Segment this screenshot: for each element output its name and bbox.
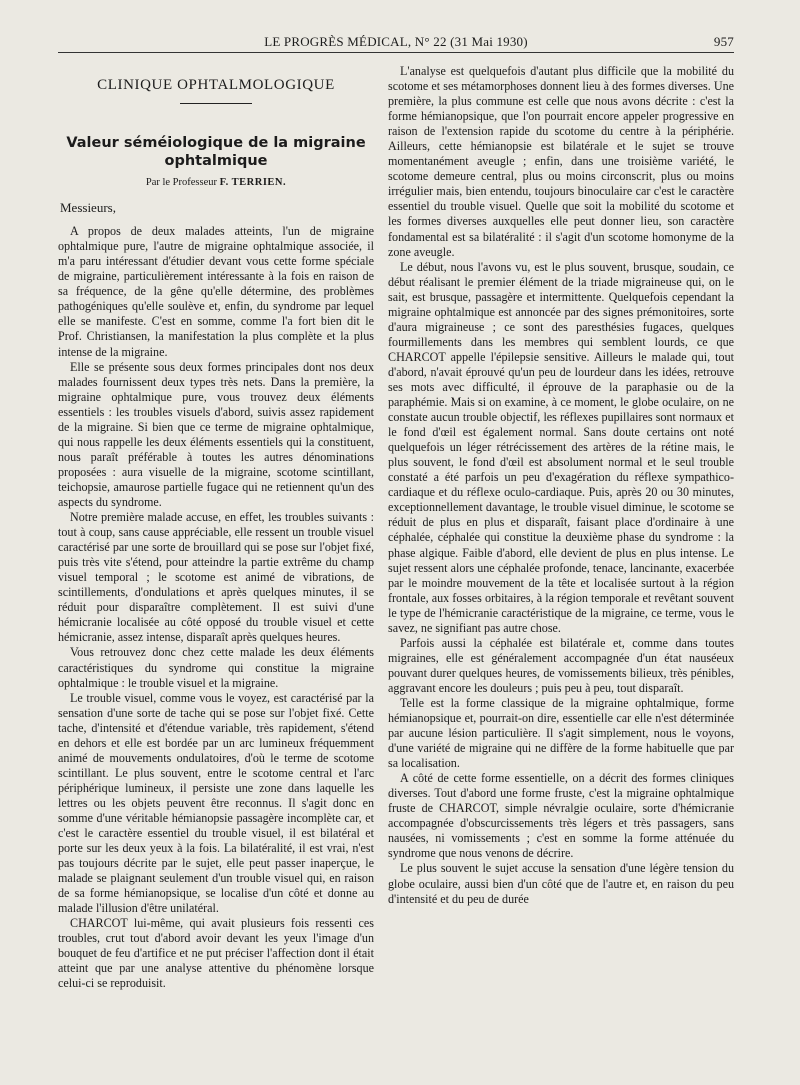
author-name: F. TERRIEN. — [219, 177, 287, 189]
paragraph: A propos de deux malades atteints, l'un de migraine ophtalmique pure, l'autre de migraine ophtalmique associée, il m'a paru intéressant d'étudier devant vous cette forme spéciale de migraine, particulièrement intéressante à la fois en raison de sa fréquence, de la gêne qu'elle détermine, des problèmes pathogéniques qu'elle soulève et, enfin, du syndrome par lequel elle se manifeste. C'est en somme, comme l'a fort bien dit le Prof. Christiansen, la manifestation la plus complète et la plus intense de la migraine. — [58, 224, 374, 359]
running-header — [58, 30, 734, 53]
paragraph: Notre première malade accuse, en effet, les troubles suivants : tout à coup, sans cause appréciable, elle ressent un trouble visuel caractérisé par une sorte de brouillard qui se pose sur l'objet fixé, puis très vite s'étend, pour atteindre la partie extrême du champ visuel temporal ; le scotome est animé de vibrations, de scintillements, d'ondulations et après quelques minutes, il se réduit pour disparaître complètement. Il est suivi d'une hémicranie localisée au côté opposé du trouble visuel et cette hémicranie, assez intense, disparaît après quelques heures. — [58, 510, 374, 645]
article-title: Valeur séméiologique de la migraine ophtalmique — [66, 135, 366, 170]
section-title: CLINIQUE OPHTALMOLOGIQUE — [97, 77, 335, 93]
paragraph: Le trouble visuel, comme vous le voyez, est caractérisé par la sensation d'une sorte de tache qui se pose sur l'objet fixé. Cette tache, d'intensité et d'étendue variable, très rapidement, s'étend en dehors et elle est bordée par un arc lumineux fréquemment animé de mouvements ondulatoires, d'où le terme de scotome scintillant. Le plus souvent, entre le scotome central et l'arc périphérique lumineux, il persiste une zone dans laquelle les lettres ou les objets peuvent être reconnus. Il s'agit donc en somme d'une véritable hémianopsie passagère incomplète car, et c'est le caractère essentiel du trouble visuel, il est bilatéral et porte sur les deux yeux à la fois. La bilatéralité, il est vrai, n'est pas toujours décrite par le sujet, elle peut passer inaperçue, le malade se plaignant seulement d'un trouble visuel qui, en raison de sa forme hémianopsique, se localise d'un côté et donne au malade l'illusion d'être unilatéral. — [58, 690, 374, 916]
salutation: Messieurs, — [60, 200, 116, 216]
paragraph: A côté de cette forme essentielle, on a décrit des formes cliniques diverses. Tout d'abord une forme fruste, c'est la migraine ophtalmique fruste de CHARCOT, simple névralgie oculaire, sorte d'hémicranie accompagnée d'obscurcissements très légers et très passagers, sans nausées, ni vomissements ; c'est en somme la forme atténuée du syndrome que nous venons de décrire. — [388, 771, 734, 861]
paragraph: CHARCOT lui-même, qui avait plusieurs fois ressenti ces troubles, crut tout d'abord avoir devant les yeux l'image d'un bouquet de feu d'artifice et ne put préciser l'affection dont il était atteint que par une analyse attentive du phénomène lorsque celui-ci se reproduisit. — [58, 916, 374, 991]
paragraph: Le début, nous l'avons vu, est le plus souvent, brusque, soudain, ce début réalisant le premier élément de la triade migraineuse qui, on le sait, est brusque, passagère et intermittente. Quelquefois cependant la migraine ophtalmique est annoncée par des signes prémonitoires, sorte d'aura migraineuse ; ce sont des paresthésies fugaces, quelques fourmillements dans les membres qui semblent lourds, ce que CHARCOT appelle l'épilepsie sensitive. Ailleurs le malade qui, tout d'abord, n'avait éprouvé qu'un peu de lourdeur dans les idées, retrouve ses mots avec difficulté, il éprouve de la paraphasie ou de la paraphémie. Mais si on examine, à ce moment, le globe oculaire, on ne constate aucun trouble objectif, les réflexes pupillaires sont normaux et le fond d'œil est également normal. Sans doute certains ont noté quelquefois un léger rétrécissement des artères de la rétine mais, le plus souvent, le fond d'œil est absolument normal et le seul trouble constaté a été parfois un peu d'exagération du réflexe sympathico-cardiaque et du réflexe oculo-cardiaque. Puis, après 20 ou 30 minutes, exceptionnellement davantage, le trouble visuel diminue, le scotome se réduit de plus en plus et disparaît, faisant place d'ordinaire à une céphalée, céphalée qui constitue la deuxième phase du syndrome : la phase algique. Faible d'abord, elle devient de plus en plus intense. Le sujet ressent alors une céphalée profonde, tenace, lancinante, exacerbée par le moindre mouvement de la tête et localisée surtout à la région frontale, aux fosses orbitaires, à la région temporale et revêtant souvent le type de l'hémicranie caractéristique de la migraine, ce terme, vous le savez, ne signifiant pas autre chose. — [388, 259, 734, 635]
paragraph: Vous retrouvez donc chez cette malade les deux éléments caractéristiques du syndrome qui constitue la migraine ophtalmique : le trouble visuel et la migraine. — [58, 645, 374, 690]
paragraph: Telle est la forme classique de la migraine ophtalmique, forme hémianopsique et, pourrait-on dire, essentielle car elle n'est déterminée par aucune lésion particulière. Il s'agit simplement, nous le voyons, d'une variété de migraine qui ne diffère de la forme habituelle que par sa localisation. — [388, 695, 734, 771]
page-number: 957 — [713, 34, 734, 49]
section-divider — [180, 103, 252, 104]
paragraph: Elle se présente sous deux formes principales dont nos deux malades fournissent deux types très nets. Dans la première, la migraine ophtalmique pure, vous trouvez deux éléments essentiels : les troubles visuels d'abord, suivis assez rapidement de la migraine. Si bien que ce terme de migraine ophtalmique, qui nous rappelle les deux éléments essentiels qui la constituent, nous paraît préférable à toutes les autres dénominations proposées : aura visuelle de la migraine, scotome scintillant, teichopsie, amaurose partielle fugace qui ne retiennent qu'un des aspects du syndrome. — [58, 359, 374, 509]
left-column — [58, 64, 374, 992]
paragraph: Le plus souvent le sujet accuse la sensation d'une légère tension du globe oculaire, aussi bien d'un côté que de l'autre et, en raison du peu d'intensité et du peu de durée — [388, 861, 734, 906]
paragraph: Parfois aussi la céphalée est bilatérale et, comme dans toutes migraines, elle est généralement accompagnée d'un état nauséeux pouvant durer quelques heures, de vomissements bilieux, très pénibles, aggravant encore les douleurs ; puis peu à peu, tout disparaît. — [388, 635, 734, 695]
byline — [58, 175, 374, 190]
byline-prefix: Par le Professeur — [145, 177, 218, 189]
right-column — [388, 64, 734, 907]
journal-title: LE PROGRÈS MÉDICAL, N° 22 (31 Mai 1930) — [264, 34, 528, 49]
paragraph: L'analyse est quelquefois d'autant plus difficile que la mobilité du scotome et ses métamorphoses donnent lieu à des formes diverses. Une première, la plus commune est celle que nous avons décrite : c'est la forme hémianopsique, que l'on pourrait encore appeler progressive en raison de l'extension rapide du scotome du centre à la périphérie. Ailleurs, cette hémianopsie est bilatérale et le sujet se trouve momentanément aveugle ; enfin, dans une troisième variété, le scotome demeure central, plus ou moins circonscrit, plus ou moins irrégulier mais, bien entendu, toujours binoculaire car c'est le caractère essentiel du trouble visuel. Quelle que soit la mobilité du scotome et les formes diverses auxquelles elle peut donner lieu, son caractère fondamental est sa bilatéralité : il s'agit d'un scotome homonyme de la zone aveugle. — [388, 64, 734, 259]
